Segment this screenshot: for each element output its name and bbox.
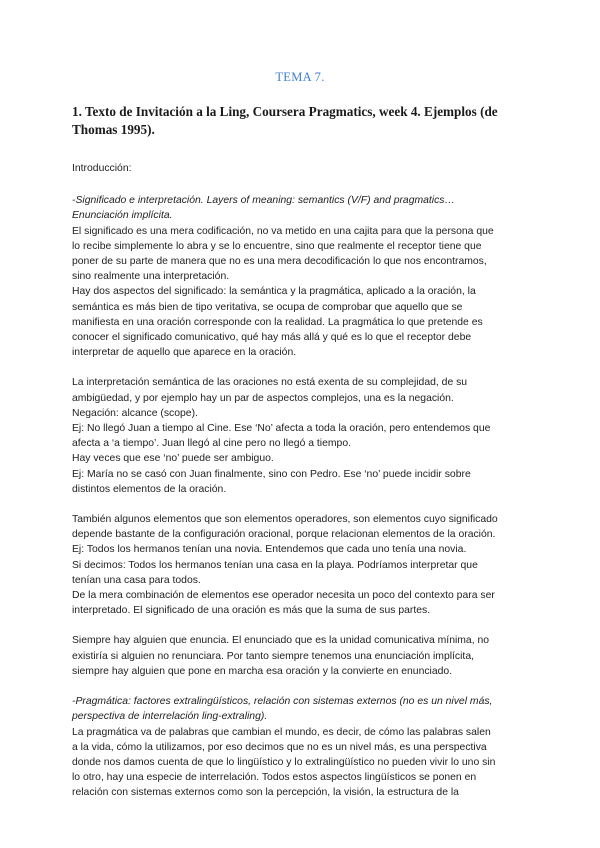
text-line: La interpretación semántica de las oraciones no está exenta de su complejidad, de su [72,377,468,389]
text-line: El significado es una mera codificación, no va metido en una cajita para que la persona que [72,225,494,237]
text-line: afecta a ‘a tiempo’. Juan llegó al cine pero no llegó a tiempo. [72,438,351,450]
text-line: Ej: No llegó Juan a tiempo al Cine. Ese ‘No’ afecta a toda la oración, pero entendemos que [72,423,491,435]
document-title: 1. Texto de Invitación a la Ling, Coursera Pragmatics, week 4. Ejemplos (de Thomas 1995). [72,104,498,137]
section1-heading-line1: -Significado e interpretación. Layers of meaning: semantics (V/F) and pragmatics… [72,195,455,207]
text-line: Negación: alcance (scope). [72,407,198,419]
text-line: De la mera combinación de elementos ese operador necesita un poco del contexto para ser [72,590,495,602]
section1-paragraph-2 [72,284,528,360]
text-line: sino realmente una interpretación. [72,271,230,283]
text-line: Ej: María no se casó con Juan finalmente, sino con Pedro. Ese ‘no’ puede incidir sobre [72,468,471,480]
text-line: siempre hay alguien que pone en marcha esa oración y la convierte en enunciado. [72,665,453,677]
section1-paragraph-3 [72,375,528,497]
text-line: existiría si alguien no renunciara. Por tanto siempre tenemos una enunciación implícita, [72,650,474,662]
text-line: manifiesta en una oración corresponde con la realidad. La pragmática lo que pretende es [72,316,483,328]
text-line: depende bastante de la configuración oracional, porque relacionan elementos de la oración. [72,529,496,541]
section2-heading-line2: perspectiva de interrelación ling-extraling). [72,711,268,723]
text-line: La pragmática va de palabras que cambian el mundo, es decir, de cómo las palabras salen [72,726,491,738]
text-line: relación con sistemas externos como son la percepción, la visión, la estructura de la [72,787,459,799]
text-line: Siempre hay alguien que enuncia. El enunciado que es la unidad comunicativa mínima, no [72,635,490,647]
text-line: donde nos damos cuenta de que lo lingüístico y lo extralingüístico no pueden vivir lo uno sin [72,756,496,768]
text-line: interpretado. El significado de una oración es más que la suma de sus partes. [72,605,431,617]
text-line: También algunos elementos que son elementos operadores, son elementos cuyo significado [72,514,498,526]
text-line: Si decimos: Todos los hermanos tenían una casa en la playa. Podríamos interpretar que [72,559,478,571]
text-line: Ej: Todos los hermanos tenían una novia. Entendemos que cada uno tenía una novia. [72,544,467,556]
section1-heading-line2: Enunciación implícita. [72,210,173,222]
text-line: lo recibe simplemente lo abra y se lo encuentre, sino que realmente el receptor tiene que [72,240,482,252]
text-line: conocer el significado comunicativo, qué hay más allá y qué es lo que el receptor debe [72,332,472,344]
paragraph-gap [72,360,528,375]
text-line: lo otro, hay una especie de interrelación. Todos estos aspectos lingüísticos se ponen en [72,772,477,784]
text-line: tenían una casa para todos. [72,574,201,586]
section1-paragraph-1 [72,224,528,285]
tema-heading: TEMA 7. [275,70,325,84]
text-line: Hay dos aspectos del significado: la semántica y la pragmática, aplicado a la oración, la [72,286,476,298]
section1-paragraph-5 [72,633,528,679]
section2-paragraph-1 [72,725,528,801]
text-line: semántica es más bien de tipo veritativa, se ocupa de comprobar que aquello que se [72,301,463,313]
section1-paragraph-4 [72,512,528,618]
text-line: poner de su parte de manera que no es una mera decodificación lo que nos encontramos, [72,256,487,268]
text-line: distintos elementos de la oración. [72,483,227,495]
paragraph-gap [72,497,528,512]
paragraph-gap [72,618,528,633]
text-line: a la vida, cómo la utilizamos, por eso decimos que no es un nivel más, es una perspectiva [72,741,487,753]
text-line: ambigüedad, y por ejemplo hay un par de aspectos complejos, una es la negación. [72,392,454,404]
text-line: interpretar de aquello que aparece en la oración. [72,347,297,359]
section2-heading-line1: -Pragmática: factores extralingüísticos, relación con sistemas externos (no es un nivel más, [72,696,493,708]
paragraph-gap [72,679,528,694]
text-line: Hay veces que ese ‘no’ puede ser ambiguo. [72,453,274,465]
intro-label: Introducción: [72,163,132,174]
